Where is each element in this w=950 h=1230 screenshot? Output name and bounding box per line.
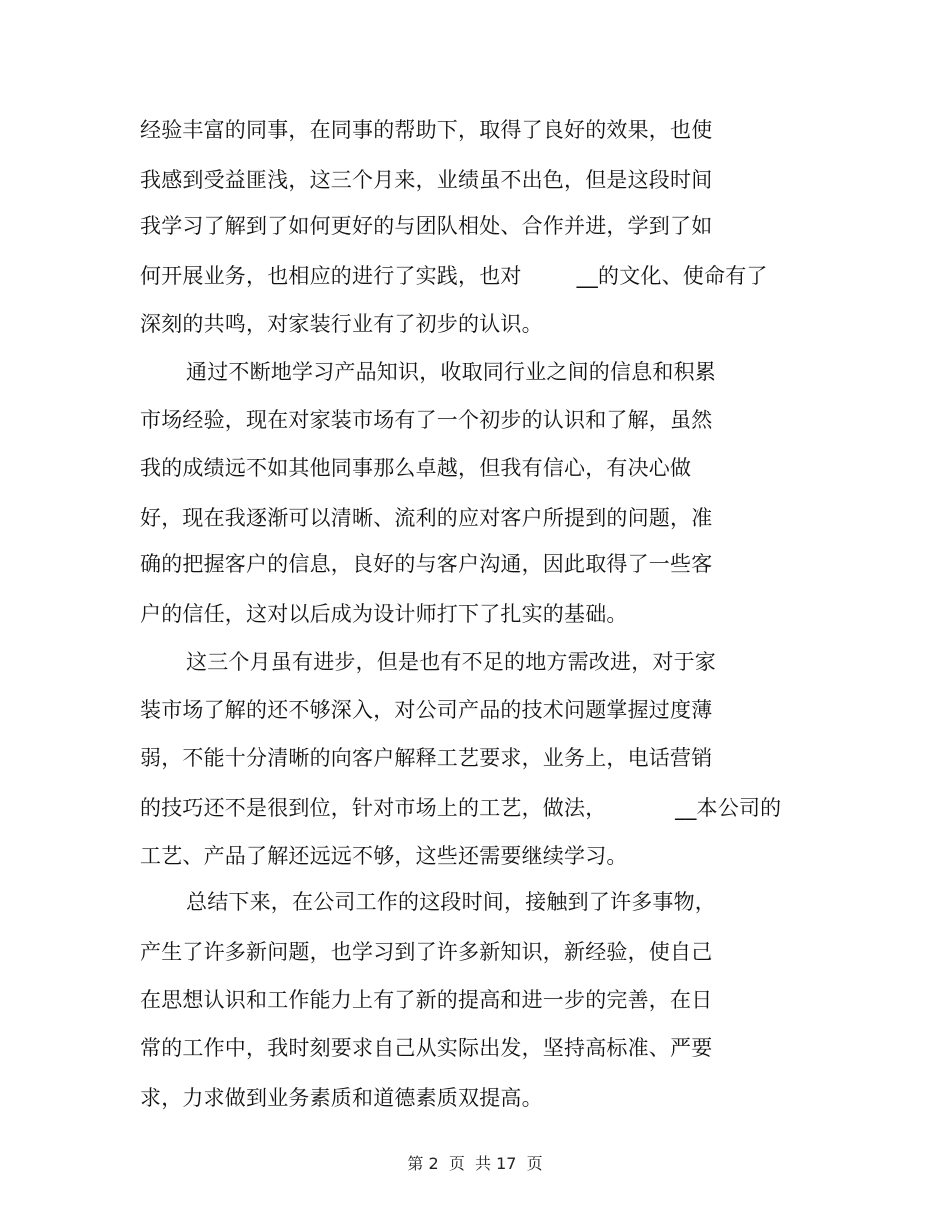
paragraph-4-line-3: 在思想认识和工作能力上有了新的提高和进一步的完善，在日 [140,988,713,1012]
paragraph-1-line-1: 经验丰富的同事，在同事的帮助下，取得了良好的效果，也使 [140,118,713,142]
paragraph-1-line-2: 我感到受益匪浅，这三个月来，业绩虽不出色，但是这段时间 [140,168,713,192]
paragraph-3-line-5: 工艺、产品了解还远远不够，这些还需要继续学习。 [140,844,628,868]
paragraph-2-line-4: 好，现在我逐渐可以清晰、流利的应对客户所提到的问题，准 [140,506,713,530]
paragraph-3-line-4: 的技巧还不是很到位，针对市场上的工艺，做法， __本公司的 [140,796,782,820]
paragraph-3-line-2: 装市场了解的还不够深入，对公司产品的技术问题掌握过度薄 [140,698,713,722]
paragraph-2-line-5: 确的把握客户的信息，良好的与客户沟通，因此取得了一些客 [140,552,713,576]
paragraph-1-line-3: 我学习了解到了如何更好的与团队相处、合作并进，学到了如 [140,214,713,238]
paragraph-4-line-1: 总结下来，在公司工作的这段时间，接触到了许多事物， [186,890,716,914]
paragraph-1-line-5: 深刻的共鸣，对家装行业有了初步的认识。 [140,312,543,336]
paragraph-2-line-3: 我的成绩远不如其他同事那么卓越，但我有信心，有决心做 [140,456,692,480]
paragraph-2-line-2: 市场经验，现在对家装市场有了一个初步的认识和了解，虽然 [140,408,713,432]
page-number-footer: 第 2 页 共 17 页 [407,1154,543,1173]
paragraph-4-line-2: 产生了许多新问题，也学习到了许多新知识，新经验，使自己 [140,940,713,964]
paragraph-4-line-5: 求，力求做到业务素质和道德素质双提高。 [140,1086,543,1110]
paragraph-2-line-6: 户的信任，这对以后成为设计师打下了扎实的基础。 [140,602,628,626]
paragraph-3-line-1: 这三个月虽有进步，但是也有不足的地方需改进，对于家 [186,650,716,674]
paragraph-1-line-4: 何开展业务，也相应的进行了实践，也对 __的文化、使命有了 [140,264,768,288]
paragraph-3-line-3: 弱，不能十分清晰的向客户解释工艺要求，业务上，电话营销 [140,746,713,770]
paragraph-4-line-4: 常的工作中，我时刻要求自己从实际出发，坚持高标准、严要 [140,1036,713,1060]
paragraph-2-line-1: 通过不断地学习产品知识，收取同行业之间的信息和积累 [186,360,716,384]
